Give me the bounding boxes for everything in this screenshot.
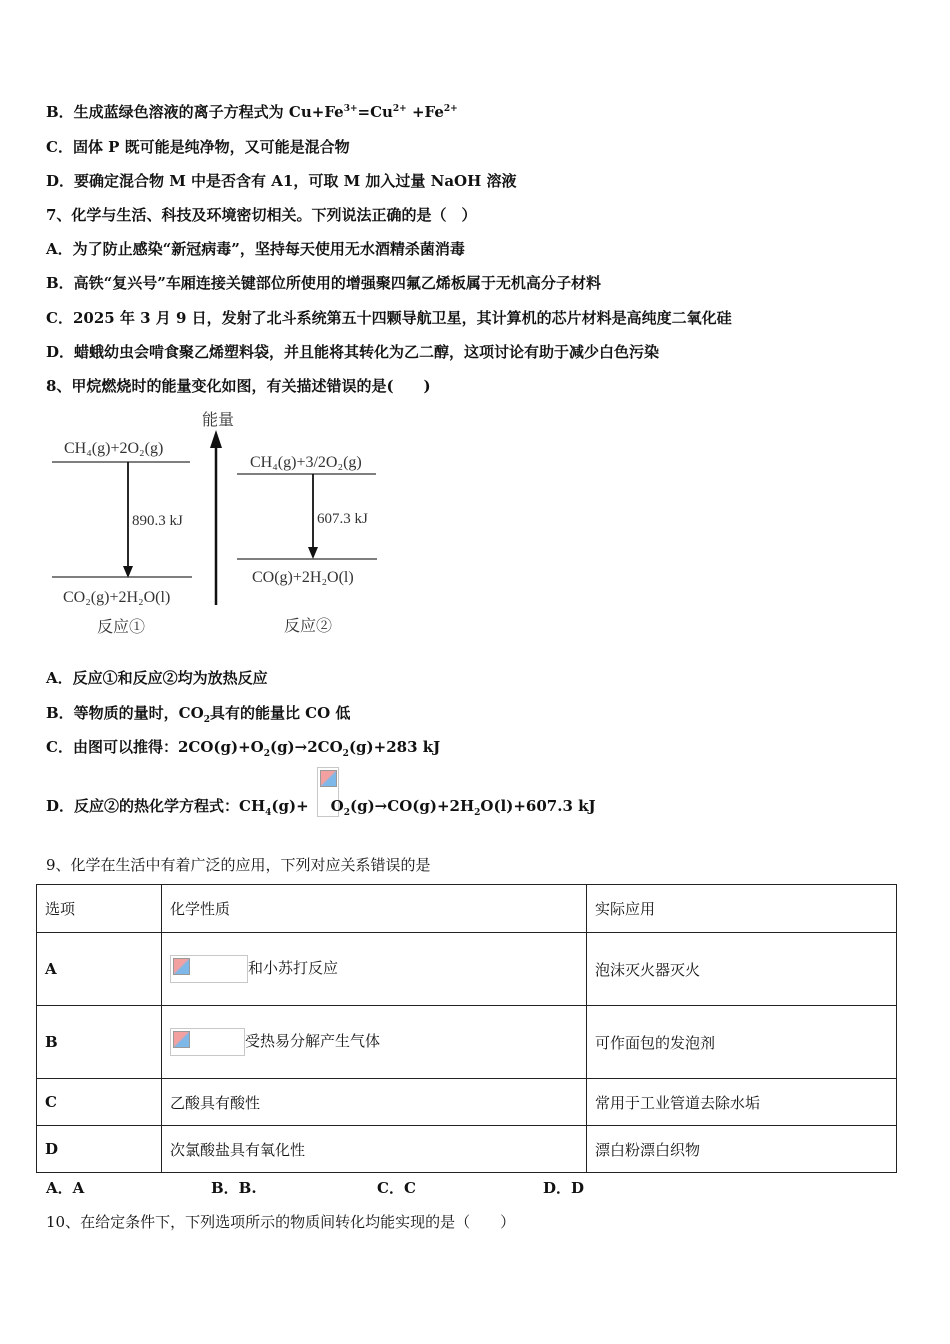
q8-d-mid3: (g)→CO(g)+2H	[350, 797, 475, 815]
r2-products: CO(g)+2H₂O(l)	[252, 569, 354, 586]
q8-d-mid2: O	[330, 797, 344, 815]
header-option: 选项	[37, 885, 162, 933]
q6-option-d: D．要确定混合物 M 中是否含有 A1，可取 M 加入过量 NaOH 溶液	[46, 172, 517, 190]
q9-table	[36, 884, 897, 1173]
row-option: A	[37, 933, 162, 1006]
row-option: C	[37, 1079, 162, 1126]
q8-stem: 8、甲烷燃烧时的能量变化如图，有关描述错误的是( )	[46, 377, 431, 395]
energy-axis-arrow	[210, 430, 222, 448]
row-property: 乙酸具有酸性	[162, 1079, 587, 1126]
q6-option-b	[46, 102, 458, 122]
q8-c-sub1: 2	[263, 749, 270, 759]
r1-energy: 890.3 kJ	[132, 513, 183, 529]
q8-d-sub1: 4	[265, 808, 272, 818]
q8-d-pre: D．反应②的热化学方程式：CH	[46, 797, 266, 815]
row-option: D	[37, 1126, 162, 1173]
q6-b-text3: +Fe	[406, 103, 444, 121]
row-property	[162, 1006, 587, 1079]
r2-name: 反应②	[284, 618, 333, 635]
energy-axis-label: 能量	[202, 412, 235, 429]
row-property	[162, 933, 587, 1006]
r2-arrow-head	[308, 547, 318, 559]
header-property: 化学性质	[162, 885, 587, 933]
q8-option-c	[46, 737, 440, 757]
broken-image-icon	[170, 955, 248, 983]
q8-b-post: 具有的能量比 CO 低	[209, 704, 351, 722]
q7-stem: 7、化学与生活、科技及环境密切相关。下列说法正确的是（ ）	[46, 206, 477, 224]
row-property: 次氯酸盐具有氧化性	[162, 1126, 587, 1173]
q8-d-mid1: (g)+	[271, 797, 309, 815]
r1-reactants: CH₄(g)+2O₂(g)	[64, 440, 164, 457]
q8-c-mid: (g)→2CO	[269, 738, 343, 756]
q6-option-c: C．固体 P 既可能是纯净物，又可能是混合物	[46, 138, 350, 156]
row-application: 漂白粉漂白织物	[587, 1126, 897, 1173]
q7-option-d: D．蜡蛾幼虫会啃食聚乙烯塑料袋，并且能将其转化为乙二醇，这项讨论有助于减少白色污染	[46, 343, 660, 361]
q7-option-a: A．为了防止感染“新冠病毒”，坚持每天使用无水酒精杀菌消毒	[46, 240, 465, 258]
table-row	[37, 1079, 897, 1126]
q8-d-sub2: 2	[343, 808, 350, 818]
q8-b-pre: B．等物质的量时，CO	[46, 704, 204, 722]
q8-option-a: A．反应①和反应②均为放热反应	[46, 669, 268, 687]
q6-b-text2: =Cu	[357, 103, 393, 121]
header-application: 实际应用	[587, 885, 897, 933]
q8-c-post: (g)+283 kJ	[348, 738, 441, 756]
broken-image-icon	[170, 1028, 245, 1056]
row-application: 泡沫灭火器灭火	[587, 933, 897, 1006]
row-application: 可作面包的发泡剂	[587, 1006, 897, 1079]
r2-reactants: CH₄(g)+3/2O₂(g)	[250, 454, 362, 471]
q6-b-sup1: 3+	[343, 104, 358, 114]
row-application: 常用于工业管道去除水垢	[587, 1079, 897, 1126]
q8-b-sub: 2	[203, 715, 210, 725]
r2-energy: 607.3 kJ	[317, 511, 368, 527]
r1-products: CO₂(g)+2H₂O(l)	[63, 589, 171, 606]
table-row	[37, 933, 897, 1006]
q7-option-c: C．2025 年 3 月 9 日，发射了北斗系统第五十四颗导航卫星，其计算机的芯片材料是高纯度二氧化硅	[46, 309, 732, 327]
table-row	[37, 1006, 897, 1079]
table-row	[37, 1126, 897, 1173]
q6-b-text: B．生成蓝绿色溶液的离子方程式为 Cu+Fe	[46, 103, 344, 121]
row-property-text: 受热易分解产生气体	[245, 1032, 381, 1050]
energy-diagram	[0, 400, 420, 645]
q7-option-b: B．高铁“复兴号”车厢连接关键部位所使用的增强聚四氟乙烯板属于无机高分子材料	[46, 274, 601, 292]
q8-c-pre: C．由图可以推得：2CO(g)+O	[46, 738, 264, 756]
q10-stem: 10、在给定条件下，下列选项所示的物质间转化均能实现的是（ ）	[46, 1213, 516, 1231]
q8-option-d	[46, 796, 596, 816]
row-option: B	[37, 1006, 162, 1079]
table-header-row	[37, 885, 897, 933]
q9-answer-c: C．C	[377, 1179, 416, 1197]
r1-arrow-head	[123, 566, 133, 578]
row-property-text: 和小苏打反应	[248, 959, 339, 977]
q6-b-sup2: 2+	[392, 104, 407, 114]
q9-stem: 9、化学在生活中有着广泛的应用，下列对应关系错误的是	[46, 856, 431, 874]
q9-answer-d: D．D	[543, 1179, 585, 1197]
r1-name: 反应①	[97, 619, 146, 636]
q8-c-sub2: 2	[342, 749, 349, 759]
q9-answer-a: A．A	[46, 1179, 85, 1197]
q8-d-sub3: 2	[474, 808, 481, 818]
q8-option-b	[46, 703, 350, 723]
q9-answer-b: B．B.	[211, 1179, 257, 1197]
q6-b-sup3: 2+	[443, 104, 458, 114]
q8-d-post: O(l)+607.3 kJ	[480, 797, 596, 815]
